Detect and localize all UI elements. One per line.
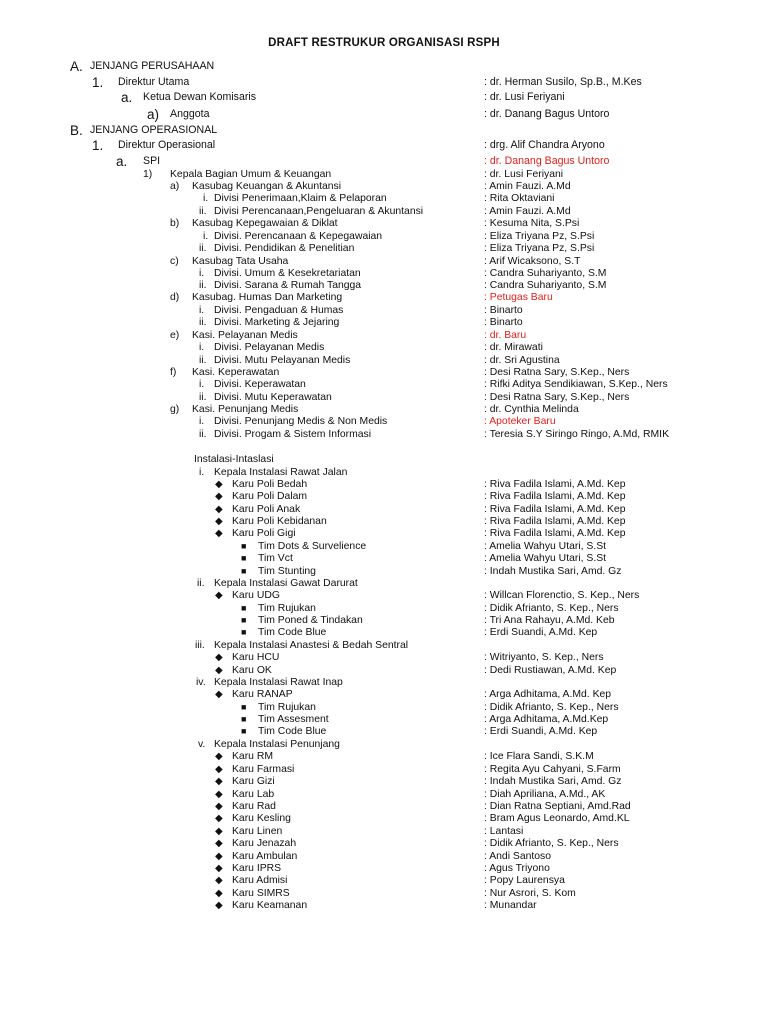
- diamond-bullet-icon: ◆: [215, 789, 223, 800]
- list-marker: i.: [199, 379, 205, 390]
- assignee-name: : Binarto: [484, 317, 523, 328]
- list-marker: ii.: [199, 317, 207, 328]
- position-label: Kasi. Pelayanan Medis: [192, 330, 298, 341]
- list-marker: A.: [70, 59, 83, 74]
- list-marker: e): [170, 330, 180, 341]
- position-label: Divisi. Keperawatan: [214, 379, 306, 390]
- assignee-name: : Ice Flara Sandi, S.K.M: [484, 751, 594, 762]
- assignee-name: : Agus Triyono: [484, 863, 550, 874]
- assignee-name: : Arga Adhitama, A.Md.Kep: [484, 714, 609, 725]
- list-marker: a): [170, 181, 180, 192]
- diamond-bullet-icon: ◆: [215, 875, 223, 886]
- position-label: Kasi. Keperawatan: [192, 367, 280, 378]
- diamond-bullet-icon: ◆: [215, 479, 223, 490]
- assignee-name: : Arga Adhitama, A.Md. Kep: [484, 689, 612, 700]
- org-row: [0, 589, 768, 602]
- position-label: Karu Poli Anak: [232, 504, 301, 515]
- list-marker: i.: [203, 193, 209, 204]
- list-marker: g): [170, 404, 180, 415]
- assignee-name: : Teresia S.Y Siringo Ringo, A.Md, RMIK: [484, 429, 669, 440]
- position-label: Divisi. Progam & Sistem Informasi: [214, 429, 372, 440]
- diamond-bullet-icon: ◆: [215, 838, 223, 849]
- assignee-name: : dr. Danang Bagus Untoro: [484, 108, 610, 120]
- assignee-name: : Erdi Suandi, A.Md. Kep: [484, 627, 598, 638]
- square-bullet-icon: ■: [241, 702, 247, 712]
- org-row: [0, 837, 768, 850]
- assignee-name: : Indah Mustika Sari, Amd. Gz: [484, 776, 622, 787]
- position-label: Karu Ambulan: [232, 851, 298, 862]
- assignee-name: : Erdi Suandi, A.Md. Kep: [484, 726, 598, 737]
- position-label: Karu Poli Kebidanan: [232, 516, 327, 527]
- position-label: Karu Jenazah: [232, 838, 297, 849]
- assignee-name: : Petugas Baru: [484, 292, 553, 303]
- list-marker: a.: [116, 154, 128, 169]
- assignee-name: : Dian Ratna Septiani, Amd.Rad: [484, 801, 631, 812]
- position-label: Direktur Operasional: [118, 139, 216, 151]
- org-row: [0, 453, 768, 466]
- org-row: [0, 490, 768, 503]
- position-label: Kasubag. Humas Dan Marketing: [192, 292, 343, 303]
- position-label: Karu RM: [232, 751, 273, 762]
- list-marker: c): [170, 256, 179, 267]
- list-marker: i.: [199, 467, 205, 478]
- position-label: Divisi. Mutu Pelayanan Medis: [214, 355, 351, 366]
- position-label: JENJANG OPERASIONAL: [90, 124, 218, 136]
- position-label: Divisi. Pelayanan Medis: [214, 342, 325, 353]
- assignee-name: : Nur Asrori, S. Kom: [484, 888, 576, 899]
- square-bullet-icon: ■: [241, 603, 247, 613]
- org-row: [0, 341, 768, 354]
- position-label: Direktur Utama: [118, 76, 190, 88]
- list-marker: i.: [199, 305, 205, 316]
- list-marker: ii.: [199, 280, 207, 291]
- org-row: [0, 291, 768, 304]
- position-label: Karu Keamanan: [232, 900, 308, 911]
- org-row: [0, 378, 768, 391]
- position-label: Karu RANAP: [232, 689, 293, 700]
- position-label: Kepala Instalasi Rawat Jalan: [214, 467, 348, 478]
- assignee-name: : Munandar: [484, 900, 537, 911]
- diamond-bullet-icon: ◆: [215, 826, 223, 837]
- assignee-name: : dr. Sri Agustina: [484, 355, 560, 366]
- assignee-name: : Candra Suhariyanto, S.M: [484, 280, 607, 291]
- assignee-name: : Tri Ana Rahayu, A.Md. Keb: [484, 615, 615, 626]
- assignee-name: : Amin Fauzi. A.Md: [484, 206, 571, 217]
- list-marker: ii.: [199, 206, 207, 217]
- list-marker: 1.: [92, 75, 104, 90]
- assignee-name: : Riva Fadila Islami, A.Md. Kep: [484, 504, 626, 515]
- assignee-name: : Amin Fauzi. A.Md: [484, 181, 571, 192]
- assignee-name: : Bram Agus Leonardo, Amd.KL: [484, 813, 630, 824]
- assignee-name: : Riva Fadila Islami, A.Md. Kep: [484, 491, 626, 502]
- assignee-name: : Indah Mustika Sari, Amd. Gz: [484, 566, 622, 577]
- position-label: Kepala Instalasi Rawat Inap: [214, 677, 343, 688]
- diamond-bullet-icon: ◆: [215, 888, 223, 899]
- diamond-bullet-icon: ◆: [215, 900, 223, 911]
- position-label: Instalasi-Intaslasi: [194, 454, 274, 465]
- position-label: Karu Farmasi: [232, 764, 295, 775]
- list-marker: ii.: [197, 578, 205, 589]
- diamond-bullet-icon: ◆: [215, 751, 223, 762]
- list-marker: 1): [143, 169, 153, 180]
- position-label: Tim Dots & Survelience: [258, 541, 367, 552]
- org-row: [0, 316, 768, 329]
- org-row: [0, 725, 768, 738]
- list-marker: d): [170, 292, 180, 303]
- position-label: Kasubag Keuangan & Akuntansi: [192, 181, 342, 192]
- list-marker: ii.: [199, 392, 207, 403]
- diamond-bullet-icon: ◆: [215, 528, 223, 539]
- org-row: [0, 91, 768, 104]
- assignee-name: : dr. Danang Bagus Untoro: [484, 155, 610, 167]
- square-bullet-icon: ■: [241, 615, 247, 625]
- position-label: Tim Rujukan: [258, 702, 316, 713]
- assignee-name: : Riva Fadila Islami, A.Md. Kep: [484, 528, 626, 539]
- diamond-bullet-icon: ◆: [215, 590, 223, 601]
- assignee-name: : Dedi Rustiawan, A.Md. Kep: [484, 665, 617, 676]
- list-marker: ii.: [199, 429, 207, 440]
- position-label: Karu IPRS: [232, 863, 282, 874]
- assignee-name: : Riva Fadila Islami, A.Md. Kep: [484, 479, 626, 490]
- diamond-bullet-icon: ◆: [215, 764, 223, 775]
- position-label: Karu OK: [232, 665, 272, 676]
- org-row: [0, 124, 768, 137]
- position-label: SPI: [143, 155, 161, 167]
- position-label: Divisi. Marketing & Jejaring: [214, 317, 340, 328]
- assignee-name: : Rifki Aditya Sendikiawan, S.Kep., Ners: [484, 379, 668, 390]
- org-row: [0, 242, 768, 255]
- position-label: Kepala Instalasi Penunjang: [214, 739, 340, 750]
- org-row: [0, 812, 768, 825]
- position-label: Tim Code Blue: [258, 726, 327, 737]
- position-label: Tim Code Blue: [258, 627, 327, 638]
- assignee-name: : Diah Apriliana, A.Md., AK: [484, 789, 606, 800]
- assignee-name: : Lantasi: [484, 826, 524, 837]
- org-row: [0, 217, 768, 230]
- square-bullet-icon: ■: [241, 726, 247, 736]
- diamond-bullet-icon: ◆: [215, 516, 223, 527]
- assignee-name: : dr. Baru: [484, 330, 527, 341]
- org-row: [0, 552, 768, 565]
- org-row: [0, 192, 768, 205]
- position-label: Anggota: [170, 108, 210, 120]
- list-marker: i.: [199, 416, 205, 427]
- position-label: Kepala Instalasi Anastesi & Bedah Sentral: [214, 640, 409, 651]
- position-label: Karu Rad: [232, 801, 276, 812]
- position-label: Divisi. Umum & Kesekretariatan: [214, 268, 361, 279]
- org-row: [0, 874, 768, 887]
- diamond-bullet-icon: ◆: [215, 689, 223, 700]
- position-label: Tim Poned & Tindakan: [258, 615, 363, 626]
- position-label: Karu Admisi: [232, 875, 288, 886]
- assignee-name: : Arif Wicaksono, S.T: [484, 256, 581, 267]
- position-label: Divisi. Perencanaan & Kepegawaian: [214, 231, 383, 242]
- list-marker: iii.: [195, 640, 205, 651]
- position-label: Karu UDG: [232, 590, 280, 601]
- assignee-name: : Amelia Wahyu Utari, S.St: [484, 541, 607, 552]
- list-marker: f): [170, 367, 177, 378]
- position-label: Tim Vct: [258, 553, 293, 564]
- assignee-name: : dr. Mirawati: [484, 342, 543, 353]
- org-row: [0, 775, 768, 788]
- position-label: JENJANG PERUSAHAAN: [90, 60, 215, 72]
- assignee-name: : Willcan Florenctio, S. Kep., Ners: [484, 590, 640, 601]
- assignee-name: : Didik Afrianto, S. Kep., Ners: [484, 702, 619, 713]
- assignee-name: : Candra Suhariyanto, S.M: [484, 268, 607, 279]
- org-row: [0, 155, 768, 168]
- list-marker: ii.: [199, 243, 207, 254]
- assignee-name: : Didik Afrianto, S. Kep., Ners: [484, 838, 619, 849]
- org-row: [0, 139, 768, 152]
- org-row: [0, 527, 768, 540]
- square-bullet-icon: ■: [241, 553, 247, 563]
- org-row: [0, 899, 768, 912]
- assignee-name: : Regita Ayu Cahyani, S.Farm: [484, 764, 621, 775]
- position-label: Karu Linen: [232, 826, 283, 837]
- position-label: Divisi Perencanaan,Pengeluaran & Akuntansi: [214, 206, 424, 217]
- position-label: Divisi Penerimaan,Klaim & Pelaporan: [214, 193, 387, 204]
- assignee-name: : Popy Laurensya: [484, 875, 565, 886]
- org-row: [0, 428, 768, 441]
- diamond-bullet-icon: ◆: [215, 665, 223, 676]
- position-label: Karu Poli Gigi: [232, 528, 296, 539]
- position-label: Kepala Instalasi Gawat Darurat: [214, 578, 358, 589]
- assignee-name: : Riva Fadila Islami, A.Md. Kep: [484, 516, 626, 527]
- assignee-name: : Rita Oktaviani: [484, 193, 555, 204]
- list-marker: iv.: [196, 677, 206, 688]
- org-row: [0, 60, 768, 73]
- assignee-name: : Amelia Wahyu Utari, S.St: [484, 553, 607, 564]
- list-marker: 1.: [92, 138, 104, 153]
- list-marker: i.: [199, 268, 205, 279]
- list-marker: a): [147, 107, 160, 122]
- position-label: Kasubag Tata Usaha: [192, 256, 289, 267]
- assignee-name: : Apoteker Baru: [484, 416, 556, 427]
- position-label: Karu Lab: [232, 789, 275, 800]
- position-label: Karu SIMRS: [232, 888, 290, 899]
- position-label: Karu Gizi: [232, 776, 275, 787]
- position-label: Tim Stunting: [258, 566, 316, 577]
- assignee-name: : Binarto: [484, 305, 523, 316]
- list-marker: ii.: [199, 355, 207, 366]
- org-row: [0, 76, 768, 89]
- assignee-name: : Kesuma Nita, S.Psi: [484, 218, 580, 229]
- diamond-bullet-icon: ◆: [215, 863, 223, 874]
- assignee-name: : dr. Herman Susilo, Sp.B., M.Kes: [484, 76, 642, 88]
- org-row: [0, 626, 768, 639]
- position-label: Tim Rujukan: [258, 603, 316, 614]
- diamond-bullet-icon: ◆: [215, 491, 223, 502]
- org-row: [0, 688, 768, 701]
- assignee-name: : Desi Ratna Sary, S.Kep., Ners: [484, 392, 630, 403]
- position-label: Karu Poli Bedah: [232, 479, 308, 490]
- assignee-name: : dr. Lusi Feriyani: [484, 91, 565, 103]
- diamond-bullet-icon: ◆: [215, 652, 223, 663]
- document-title: DRAFT RESTRUKUR ORGANISASI RSPH: [268, 37, 500, 49]
- position-label: Divisi. Pengaduan & Humas: [214, 305, 344, 316]
- assignee-name: : Desi Ratna Sary, S.Kep., Ners: [484, 367, 630, 378]
- assignee-name: : drg. Alif Chandra Aryono: [484, 139, 605, 151]
- assignee-name: : dr. Cynthia Melinda: [484, 404, 579, 415]
- org-row: [0, 415, 768, 428]
- position-label: Divisi. Mutu Keperawatan: [214, 392, 332, 403]
- list-marker: i.: [199, 342, 205, 353]
- assignee-name: : Didik Afrianto, S. Kep., Ners: [484, 603, 619, 614]
- square-bullet-icon: ■: [241, 541, 247, 551]
- list-marker: B.: [70, 123, 83, 138]
- list-marker: i.: [203, 231, 209, 242]
- org-row: [0, 651, 768, 664]
- position-label: Kasubag Kepegawaian & Diklat: [192, 218, 338, 229]
- position-label: Divisi. Sarana & Rumah Tangga: [214, 280, 362, 291]
- assignee-name: : Andi Santoso: [484, 851, 552, 862]
- position-label: Karu HCU: [232, 652, 280, 663]
- position-label: Tim Assesment: [258, 714, 329, 725]
- assignee-name: : Eliza Triyana Pz, S.Psi: [484, 243, 595, 254]
- org-row: [0, 750, 768, 763]
- diamond-bullet-icon: ◆: [215, 504, 223, 515]
- position-label: Kepala Bagian Umum & Keuangan: [170, 169, 332, 180]
- position-label: Kasi. Penunjang Medis: [192, 404, 299, 415]
- diamond-bullet-icon: ◆: [215, 813, 223, 824]
- assignee-name: : dr. Lusi Feriyani: [484, 169, 564, 180]
- list-marker: v.: [198, 739, 206, 750]
- position-label: Karu Kesling: [232, 813, 291, 824]
- org-row: [0, 108, 768, 121]
- assignee-name: : Witriyanto, S. Kep., Ners: [484, 652, 604, 663]
- diamond-bullet-icon: ◆: [215, 776, 223, 787]
- diamond-bullet-icon: ◆: [215, 801, 223, 812]
- position-label: Karu Poli Dalam: [232, 491, 308, 502]
- list-marker: a.: [121, 90, 133, 105]
- position-label: Divisi. Penunjang Medis & Non Medis: [214, 416, 388, 427]
- square-bullet-icon: ■: [241, 627, 247, 637]
- position-label: Ketua Dewan Komisaris: [143, 91, 257, 103]
- list-marker: b): [170, 218, 180, 229]
- diamond-bullet-icon: ◆: [215, 851, 223, 862]
- assignee-name: : Eliza Triyana Pz, S.Psi: [484, 231, 595, 242]
- square-bullet-icon: ■: [241, 566, 247, 576]
- position-label: Divisi. Pendidikan & Penelitian: [214, 243, 355, 254]
- square-bullet-icon: ■: [241, 714, 247, 724]
